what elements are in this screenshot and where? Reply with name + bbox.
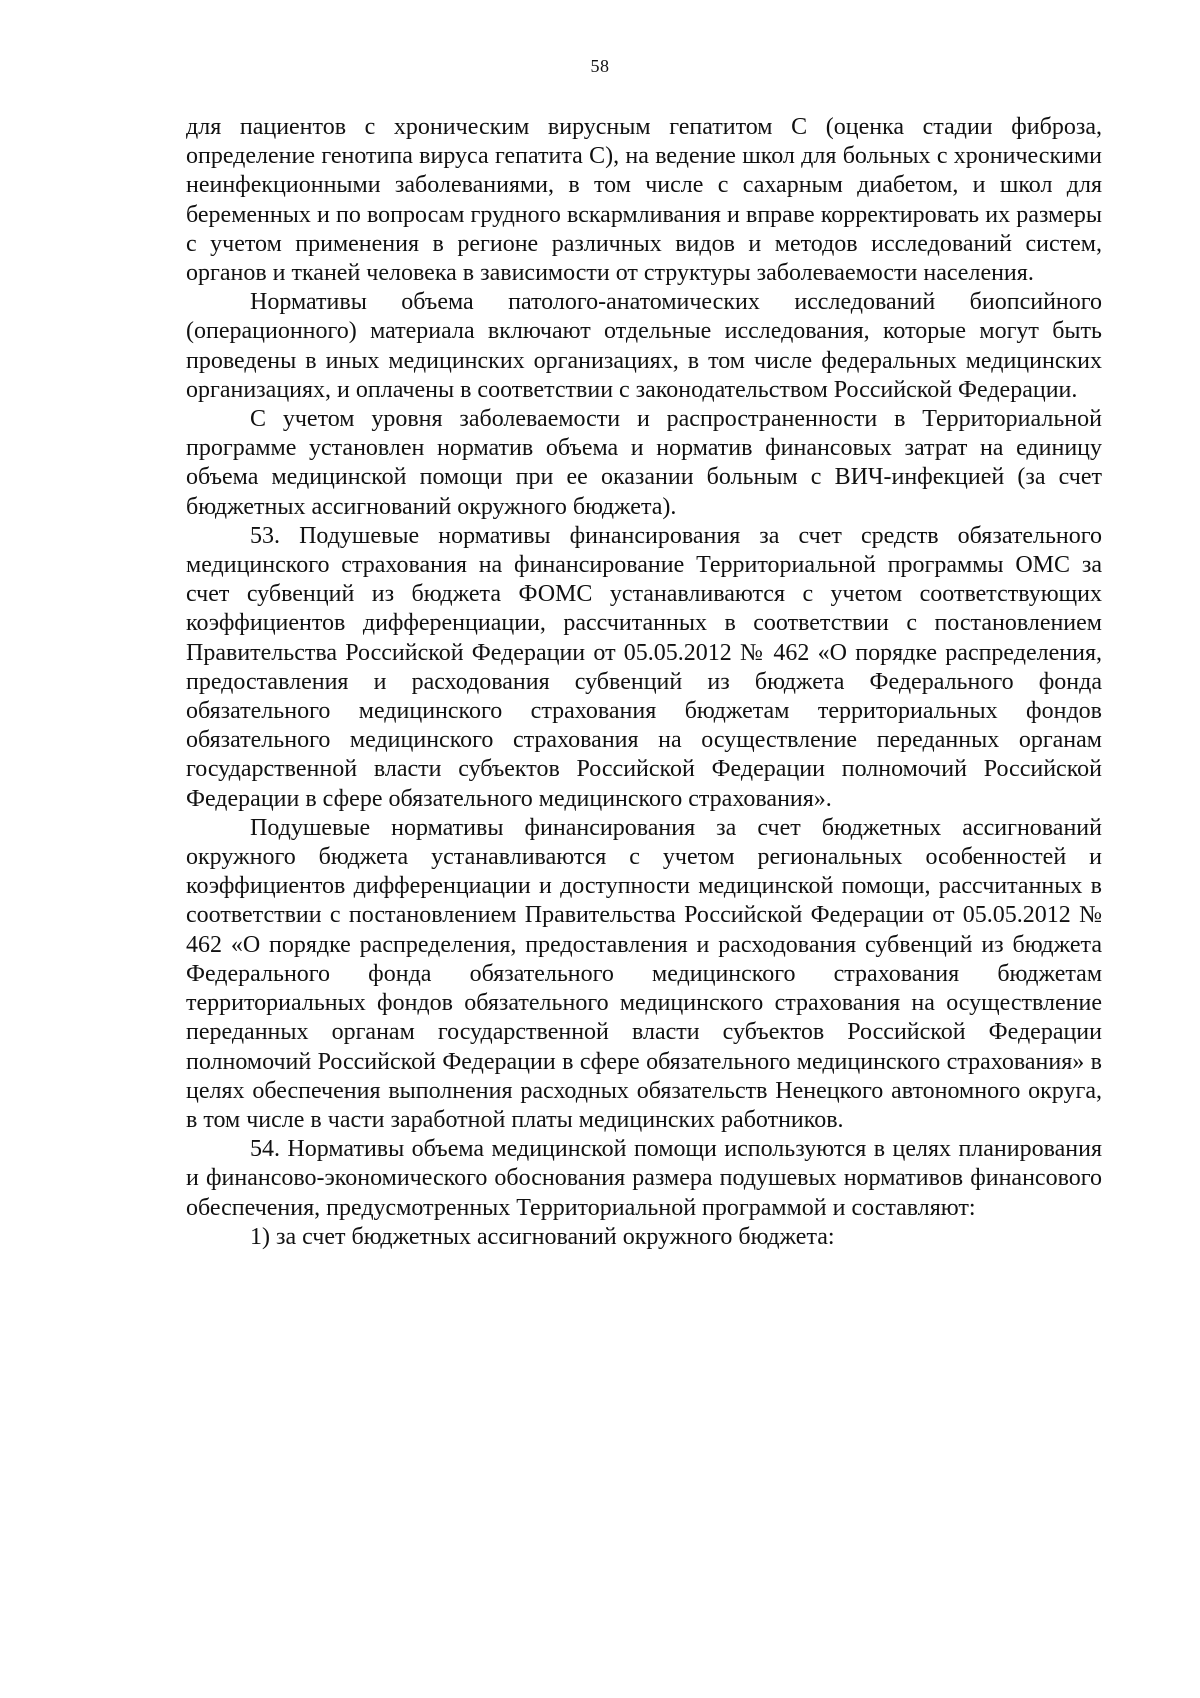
paragraph-per-capita-budget: Подушевые нормативы финансирования за счет бюджетных ассигнований окружного бюджета устанавливаются с учетом региональных особенностей и коэффициентов дифференциации и доступности медицинской помощи, рассчитанных в соответствии с постановлением Правительства Российской Федерации от 05.05.2012 № 462 «О порядке распределения, предоставления и расходования субвенций из бюджета Федерального фонда обязательного медицинского страхования бюджетам территориальных фондов обязательного медицинского страхования на осуществление переданных органам государственной власти субъектов Российской Федерации полномочий Российской Федерации в сфере обязательного медицинского страхования» в целях обеспечения выполнения расходных обязательств Ненецкого автономного округа, в том числе в части заработной платы медицинских работников. — [186, 814, 1102, 1133]
paragraph-continuation: для пациентов с хроническим вирусным гепатитом С (оценка стадии фиброза, определение генотипа вируса гепатита С), на ведение школ для больных с хроническими неинфекционными заболеваниями, в том числе с сахарным диабетом, и школ для беременных и по вопросам грудного вскармливания и вправе корректировать их размеры с учетом применения в регионе различных видов и методов исследований систем, органов и тканей человека в зависимости от структуры заболеваемости населения. — [186, 114, 1102, 287]
page-number: 58 — [590, 56, 610, 76]
document-body — [186, 113, 1102, 1252]
paragraph-subitem-1: 1) за счет бюджетных ассигнований окружного бюджета: — [250, 1223, 835, 1250]
paragraph-item-53: 53. Подушевые нормативы финансирования за счет средств обязательного медицинского страхования на финансирование Территориальной программы ОМС за счет субвенций из бюджета ФОМС устанавливаются с учетом соответствующих коэффициентов дифференциации, рассчитанных в соответствии с постановлением Правительства Российской Федерации от 05.05.2012 № 462 «О порядке распределения, предоставления и расходования субвенций из бюджета Федерального фонда обязательного медицинского страхования бюджетам территориальных фондов обязательного медицинского страхования на осуществление переданных органам государственной власти субъектов Российской Федерации полномочий Российской Федерации в сфере обязательного медицинского страхования». — [186, 522, 1102, 812]
paragraph-pathology-norms: Нормативы объема патолого-анатомических исследований биопсийного (операционного) материала включают отдельные исследования, которые могут быть проведены в иных медицинских организациях, в том числе федеральных медицинских организациях, и оплачены в соответствии с законодательством Российской Федерации. — [186, 289, 1102, 403]
paragraph-hiv-norms: С учетом уровня заболеваемости и распространенности в Территориальной программе установлен норматив объема и норматив финансовых затрат на единицу объема медицинской помощи при ее оказании больным с ВИЧ-инфекцией (за счет бюджетных ассигнований окружного бюджета). — [186, 406, 1102, 520]
paragraph-item-54: 54. Нормативы объема медицинской помощи используются в целях планирования и финансово-экономического обоснования размера подушевых нормативов финансового обеспечения, предусмотренных Территориальной программой и составляют: — [186, 1136, 1102, 1221]
